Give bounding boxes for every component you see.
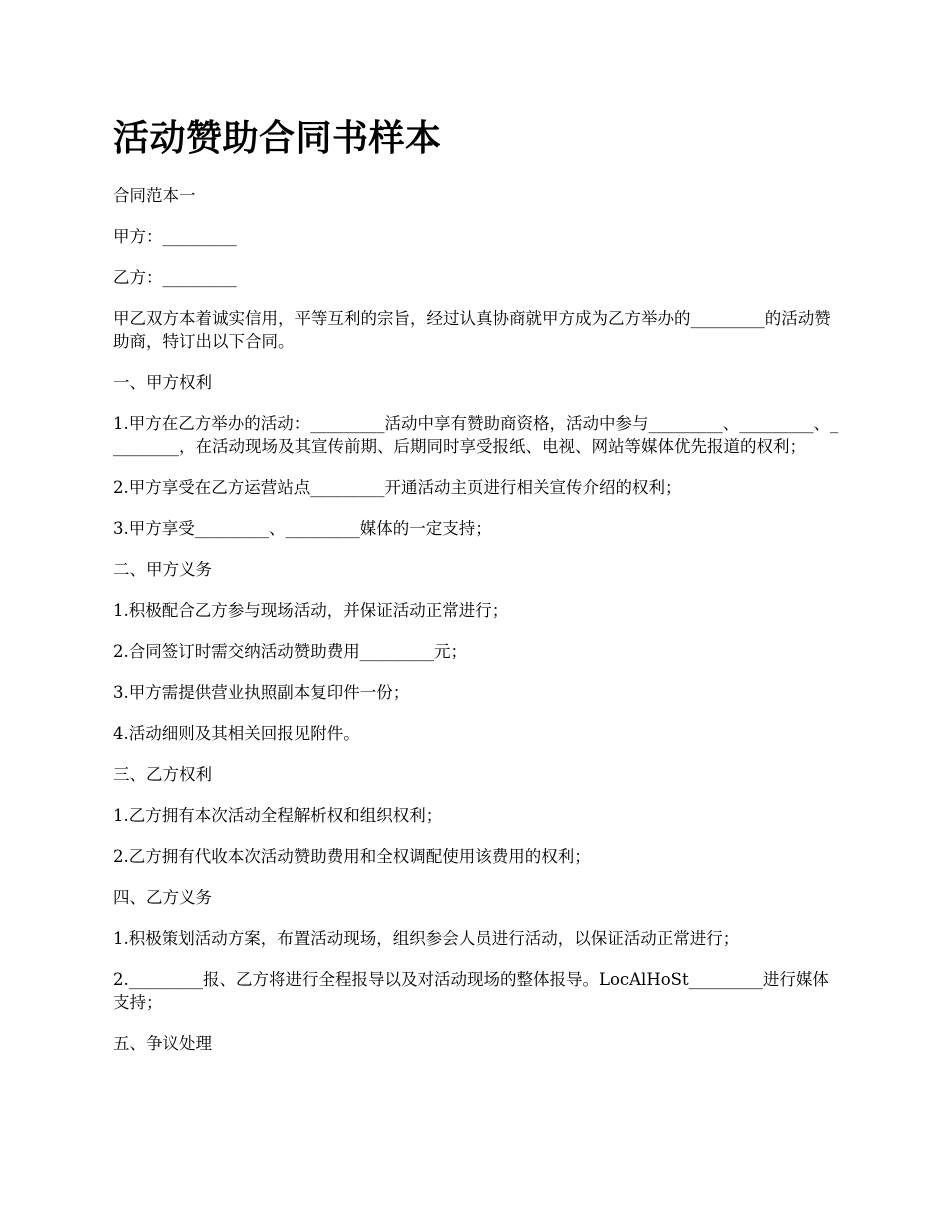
contract-label: 合同范本一 xyxy=(113,186,196,205)
clause-paragraph: 2.乙方拥有代收本次活动赞助费用和全权调配使用该费用的权利； xyxy=(113,847,591,866)
clause-paragraph: 2._________报、乙方将进行全程报导以及对活动现场的整体报导。LocAlHoSt_________进行媒体支持； xyxy=(113,970,829,1012)
preamble-paragraph: 甲乙双方本着诚实信用，平等互利的宗旨，经过认真协商就甲方成为乙方举办的_________的活动赞助商，特订出以下合同。 xyxy=(113,309,831,351)
section-heading-party-b-rights: 三、乙方权利 xyxy=(113,765,212,784)
clause-paragraph: 1.积极策划活动方案，布置活动现场，组织参会人员进行活动，以保证活动正常进行； xyxy=(113,929,740,948)
clause-paragraph: 3.甲方需提供营业执照副本复印件一份； xyxy=(113,683,410,702)
clause-paragraph: 1.乙方拥有本次活动全程解析权和组织权利； xyxy=(113,806,443,825)
clause-paragraph: 4.活动细则及其相关回报见附件。 xyxy=(113,724,360,743)
section-heading-party-b-obligations: 四、乙方义务 xyxy=(113,888,212,907)
section-heading-party-a-rights: 一、甲方权利 xyxy=(113,373,212,392)
section-heading-party-a-obligations: 二、甲方义务 xyxy=(113,560,212,579)
section-heading-dispute-resolution: 五、争议处理 xyxy=(113,1034,212,1053)
clause-paragraph: 2.合同签订时需交纳活动赞助费用_________元； xyxy=(113,642,467,661)
clause-paragraph: 3.甲方享受_________、_________媒体的一定支持； xyxy=(113,519,492,538)
clause-paragraph: 1.积极配合乙方参与现场活动，并保证活动正常进行； xyxy=(113,601,509,620)
party-a-line: 甲方：_________ xyxy=(113,227,237,246)
party-b-line: 乙方：_________ xyxy=(113,268,237,287)
document-title: 活动赞助合同书样本 xyxy=(113,117,442,159)
clause-paragraph: 1.甲方在乙方举办的活动：_________活动中享有赞助商资格，活动中参与_________、_________、_________，在活动现场及其宣传前期、后期同时享受报纸、电视、网站等媒体优先报道的权利； xyxy=(113,414,839,456)
clause-paragraph: 2.甲方享受在乙方运营站点_________开通活动主页进行相关宣传介绍的权利； xyxy=(113,478,682,497)
